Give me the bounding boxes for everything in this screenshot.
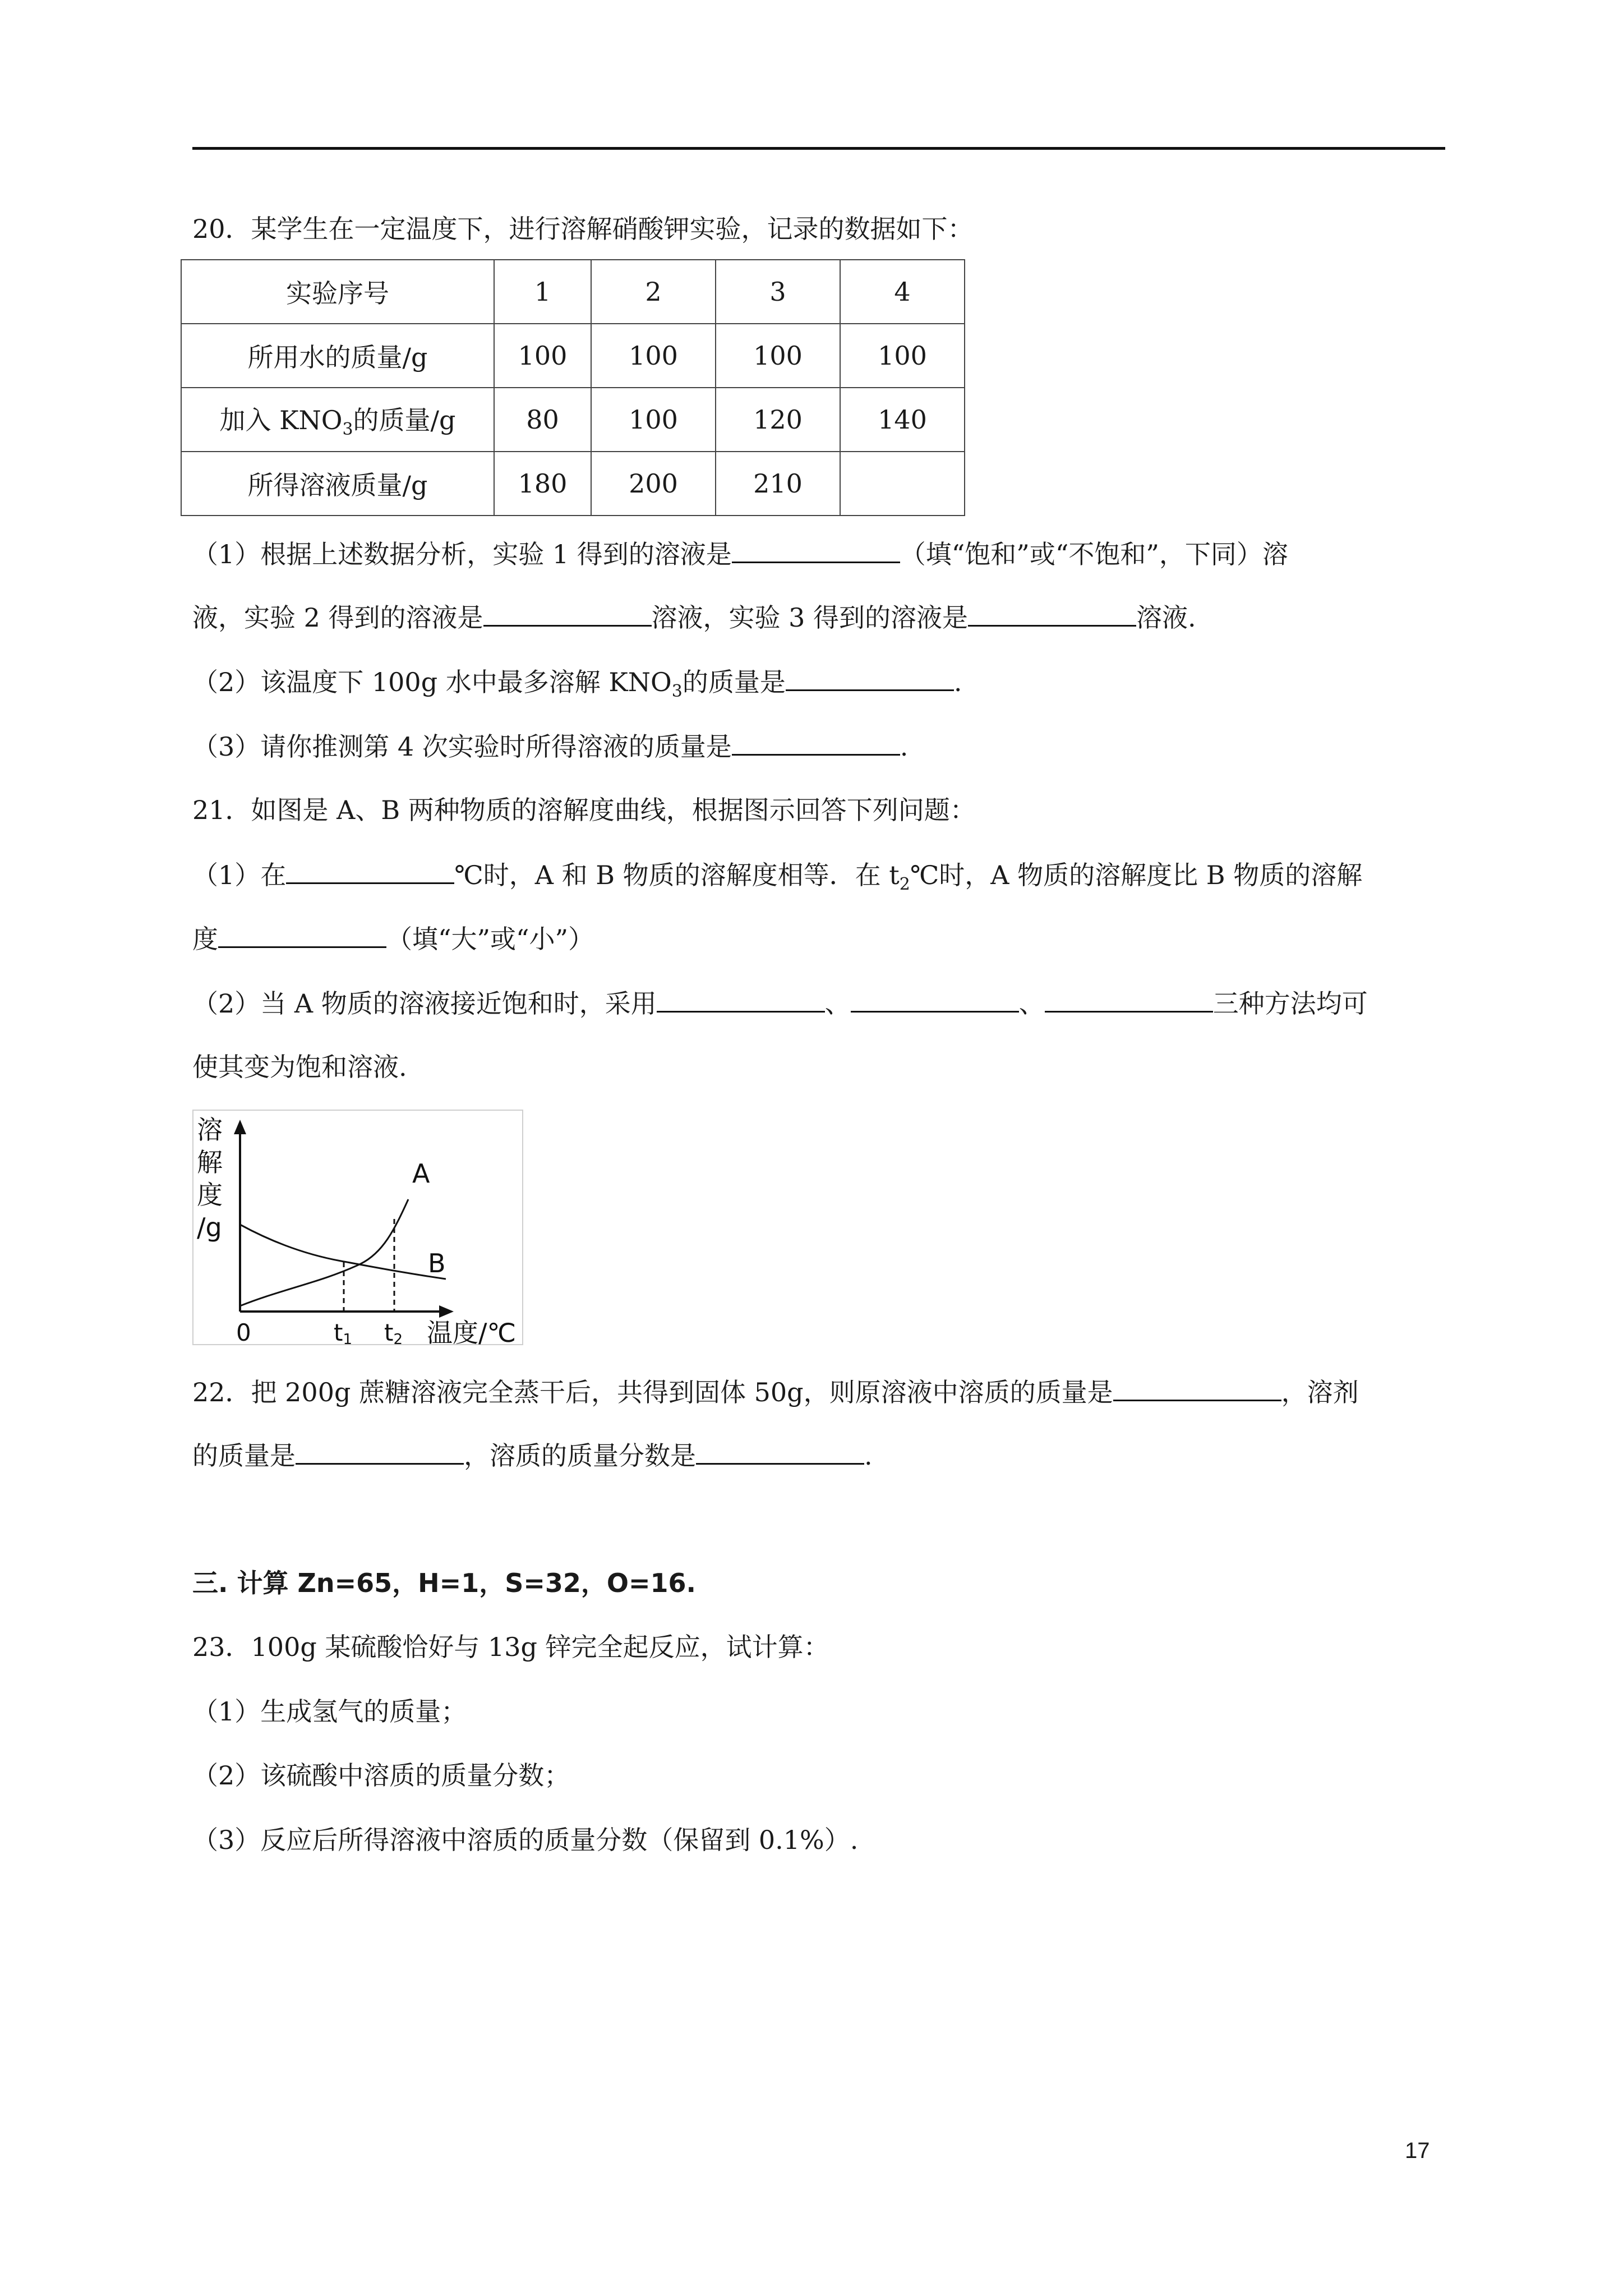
answer-blank[interactable] bbox=[786, 665, 954, 691]
x-axis-arrow-icon bbox=[439, 1305, 454, 1318]
page-number: 17 bbox=[1405, 2138, 1430, 2163]
table-row: 所用水的质量/g 100 100 100 100 bbox=[181, 324, 965, 388]
table-row: 实验序号 1 2 3 4 bbox=[181, 260, 965, 324]
curve-a bbox=[240, 1199, 408, 1306]
y-label-char: /g bbox=[197, 1212, 222, 1243]
y-axis-arrow-icon bbox=[234, 1120, 246, 1134]
kno3-data-table bbox=[181, 259, 965, 516]
answer-blank[interactable] bbox=[218, 922, 386, 948]
figure-border bbox=[193, 1110, 523, 1345]
q20-part2: （2）该温度下 100g 水中最多溶解 $KNO_3$的质量是 . bbox=[192, 665, 962, 708]
origin-label: 0 bbox=[236, 1319, 251, 1345]
q23-part3: （3）反应后所得溶液中溶质的质量分数（保留到 0.1%）. bbox=[192, 1825, 859, 1855]
table-row: 所得溶液质量/g 180 200 210 bbox=[181, 452, 965, 516]
q21-part1-line1: （1）在 ℃时，A 和 B 物质的溶解度相等．在 $t_2℃$时，A 物质的溶解度比 B 物质的溶解 bbox=[192, 858, 1362, 901]
t1-label: t1 bbox=[334, 1319, 353, 1345]
answer-blank[interactable] bbox=[1045, 986, 1213, 1013]
q23-stem: 23．100g 某硫酸恰好与 13g 锌完全起反应，试计算： bbox=[192, 1632, 829, 1662]
q21-part1-line2: 度 （填“大”或“小”） bbox=[192, 922, 594, 956]
q20-part1-line1: （1）根据上述数据分析，实验 1 得到的溶液是 （填“饱和”或“不饱和”，下同）溶 bbox=[192, 537, 1288, 571]
answer-blank[interactable] bbox=[657, 986, 825, 1013]
q20-stem: 20．某学生在一定温度下，进行溶解硝酸钾实验，记录的数据如下： bbox=[192, 214, 974, 244]
answer-blank[interactable] bbox=[968, 600, 1136, 627]
answer-blank[interactable] bbox=[732, 729, 900, 756]
q20-part3: （3）请你推测第 4 次实验时所得溶液的质量是 . bbox=[192, 729, 908, 763]
y-label-char: 解 bbox=[197, 1147, 223, 1177]
section-heading: 三. 计算 Zn=65，H=1，S=32，O=16. bbox=[192, 1568, 697, 1598]
table-row: 加入 $KNO_3$的质量/g 80 100 120 140 bbox=[181, 388, 965, 452]
q21-part2-line2: 使其变为饱和溶液. bbox=[192, 1052, 407, 1082]
answer-blank[interactable] bbox=[483, 600, 652, 627]
q22-line1: 22．把 200g 蔗糖溶液完全蒸干后，共得到固体 50g，则原溶液中溶质的质量是 ，溶剂 bbox=[192, 1375, 1359, 1409]
q23-part2: （2）该硫酸中溶质的质量分数； bbox=[192, 1760, 570, 1791]
q22-line2: 的质量是 ，溶质的质量分数是 . bbox=[192, 1438, 873, 1473]
answer-blank[interactable] bbox=[696, 1438, 864, 1465]
q23-part1: （1）生成氢气的质量； bbox=[192, 1696, 467, 1727]
answer-blank[interactable] bbox=[296, 1438, 464, 1465]
solubility-curve-figure bbox=[192, 1110, 523, 1345]
curve-b-label: B bbox=[428, 1248, 446, 1278]
kno3-label-cell: 加入 $KNO_3$的质量/g bbox=[181, 388, 494, 452]
t2-label: t2 bbox=[384, 1319, 403, 1345]
answer-blank[interactable] bbox=[732, 537, 900, 563]
header-rule bbox=[192, 147, 1445, 150]
y-label-char: 度 bbox=[197, 1180, 223, 1210]
y-label-char: 溶 bbox=[197, 1115, 223, 1145]
q21-part2-line1: （2）当 A 物质的溶液接近饱和时，采用 、 、 三种方法均可 bbox=[192, 986, 1368, 1020]
answer-blank[interactable] bbox=[1113, 1375, 1281, 1401]
q20-part1-line2: 液，实验 2 得到的溶液是 溶液，实验 3 得到的溶液是 溶液. bbox=[192, 600, 1196, 634]
curve-a-label: A bbox=[412, 1158, 430, 1189]
q21-stem: 21．如图是 A、B 两种物质的溶解度曲线，根据图示回答下列问题： bbox=[192, 795, 976, 825]
answer-blank[interactable] bbox=[286, 858, 454, 884]
x-axis-label: 温度/℃ bbox=[427, 1318, 517, 1345]
answer-blank[interactable] bbox=[851, 986, 1019, 1013]
